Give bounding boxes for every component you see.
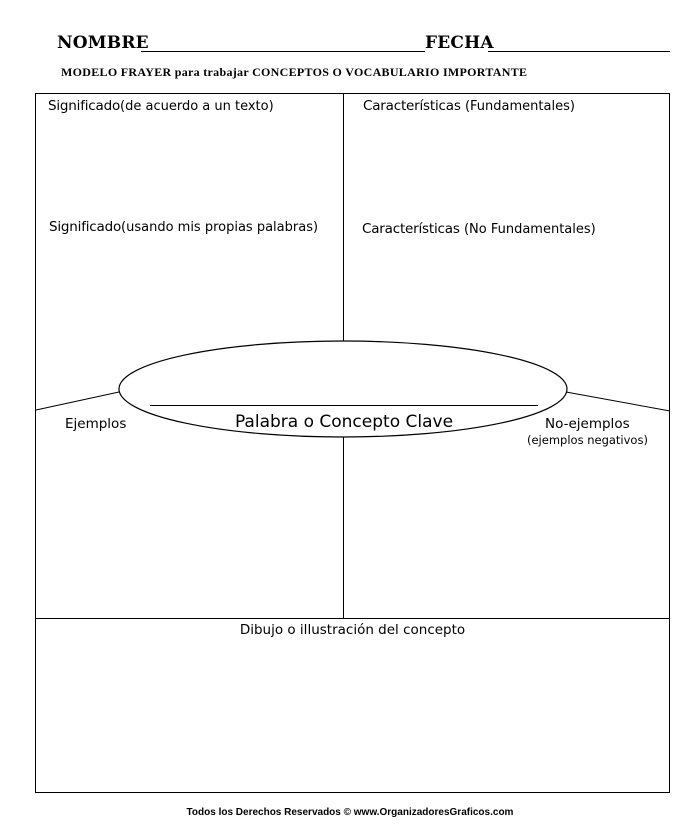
date-label: FECHA (425, 33, 494, 53)
meaning-text-label (48, 98, 274, 114)
meaning-own-words-label (49, 219, 318, 235)
key-concept-label: Palabra o Concepto Clave (234, 412, 454, 432)
features-nonessential-label (362, 221, 596, 237)
features-essential-heading: Características (363, 98, 461, 114)
right-connector-line (566, 392, 670, 411)
features-nonessential-heading: Características (362, 221, 460, 237)
features-nonessential-note: (No Fundamentales) (463, 222, 596, 237)
features-essential-label (363, 98, 575, 114)
drawing-section-label: Dibujo o illustración del concepto (239, 622, 466, 638)
worksheet-subtitle: MODELO FRAYER para trabajar CONCEPTOS O VOCABULARIO IMPORTANTE (61, 65, 528, 79)
left-connector-line (36, 392, 119, 410)
meaning-note: (de acuerdo a un texto) (120, 99, 274, 114)
non-examples-note: (ejemplos negativos) (527, 433, 648, 447)
meaning-own-heading: Significado (49, 219, 122, 235)
features-essential-note: (Fundamentales) (464, 99, 575, 114)
meaning-own-note: (usando mis propias palabras) (121, 220, 319, 235)
name-label: NOMBRE (57, 33, 149, 53)
examples-heading: Ejemplos (65, 416, 127, 432)
non-examples-heading: No-ejemplos (545, 416, 630, 432)
meaning-heading: Significado (48, 98, 121, 114)
copyright-footer: Todos los Derechos Reservados © www.OrganizadoresGraficos.com (186, 807, 514, 818)
